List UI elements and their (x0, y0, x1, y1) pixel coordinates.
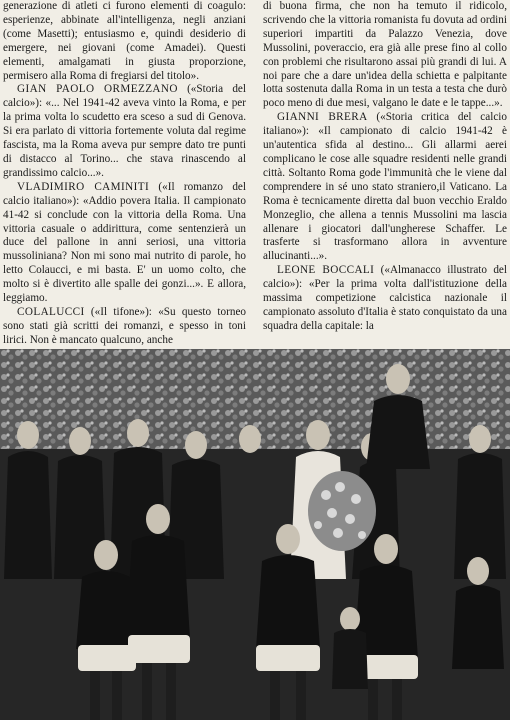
ormezzano-quote (3, 83, 246, 180)
quote-author: VLADIMIRO CAMINITI (17, 180, 150, 193)
right-paragraph-continuation: di buona firma, che non ha temuto il ridicolo, scrivendo che la vittoria romanista fu dovuta ad ordini superiori impartiti da Palazzo Venezia, dove Mussolini, poveraccio, era già alle prese fino al collo con problemi che risultarono assai più grandi di lui. A noi pare che a dare un'idea della schietta e palpitante lotta sostenuta dalla Roma in un testa a testa che durò poco meno di due mesi, valgano le date e le tappe...». (263, 0, 507, 110)
brera-quote (263, 111, 507, 264)
right-text-column (263, 0, 507, 334)
quote-author: GIANNI BRERA (277, 111, 368, 124)
quote-text: («Il romanzo del calcio italiano»): «Addio povera Italia. Il campionato 41-42 si conclude con la vittoria della Roma. Una vittoria casuale o addirittura, come sentenzierà un duce del pallone in anni seriosi, una vittoria mussoliniana? Non mi sono mai nutrito di parole, ho letto Colaucci, e mi basta. E' un uomo colto, che molto si è divertito alle spalle dei gonzi...». E allora, leggiamo. (3, 180, 246, 305)
quote-text: («Il tifone»): «Su questo torneo sono stati già scritti dei romanzi, e spesso in toni lirici. Non è mancato qualcuno, anche (3, 305, 246, 346)
left-text-column (3, 0, 246, 348)
team-photo-illustration (0, 349, 510, 720)
caminiti-quote (3, 181, 246, 306)
quote-author: GIAN PAOLO ORMEZZANO (17, 83, 178, 96)
colalucci-quote (3, 306, 246, 348)
boccali-quote (263, 264, 507, 334)
quote-text: («Almanacco illustrato del calcio»): «Per la prima volta dall'istituzione della massima competizione calcistica nazionale il campionato assoluto d'Italia è stato conquistato da una squadra della capitale: la (263, 264, 507, 332)
team-photo (0, 349, 510, 720)
flower-bouquet (308, 471, 376, 551)
quote-author: COLALUCCI (17, 305, 85, 318)
left-paragraph-continuation: generazione di atleti ci furono elementi di coagulo: esperienze, abbinate all'intelligenza, negli anziani (come Masetti); entusiasmo e, quindi desiderio di emergere, nei giovani (come Amadei). Questi elementi, amalgamati in giusta proporzione, permisero alla Roma di fregiarsi del titolo». (3, 0, 246, 82)
quote-author: LEONE BOCCALI (277, 264, 375, 277)
quote-text: («Storia del calcio»): «... Nel 1941-42 aveva vinto la Roma, e per la prima volta lo scudetto era sceso a sud di Genova. Si era parlato di vittoria fortemente voluta dal regime fascista, ma la Roma aveva pur sempre dato tre punti di distacco al Torino... che stava rinascendo al grandissimo calcio...». (3, 83, 246, 179)
quote-text: («Storia critica del calcio italiano»): «Il campionato di calcio 1941-42 è un'autentica sfida al destino... Gli allarmi aerei complicano le cose alle squadre residenti nelle grandi città. Soltanto Roma gode l'immunità che le viene dal comprendere in sé uno stato straniero,il Vaticano. La Roma è tecnicamente diretta dal buon vecchio Eraldo Monzeglio, che allena a tennis Mussolini ma lascia allenare i giocatori dall'ungherese Schaffer. Le trasferte si trasformano allora in avventure allucinanti...». (263, 111, 507, 263)
